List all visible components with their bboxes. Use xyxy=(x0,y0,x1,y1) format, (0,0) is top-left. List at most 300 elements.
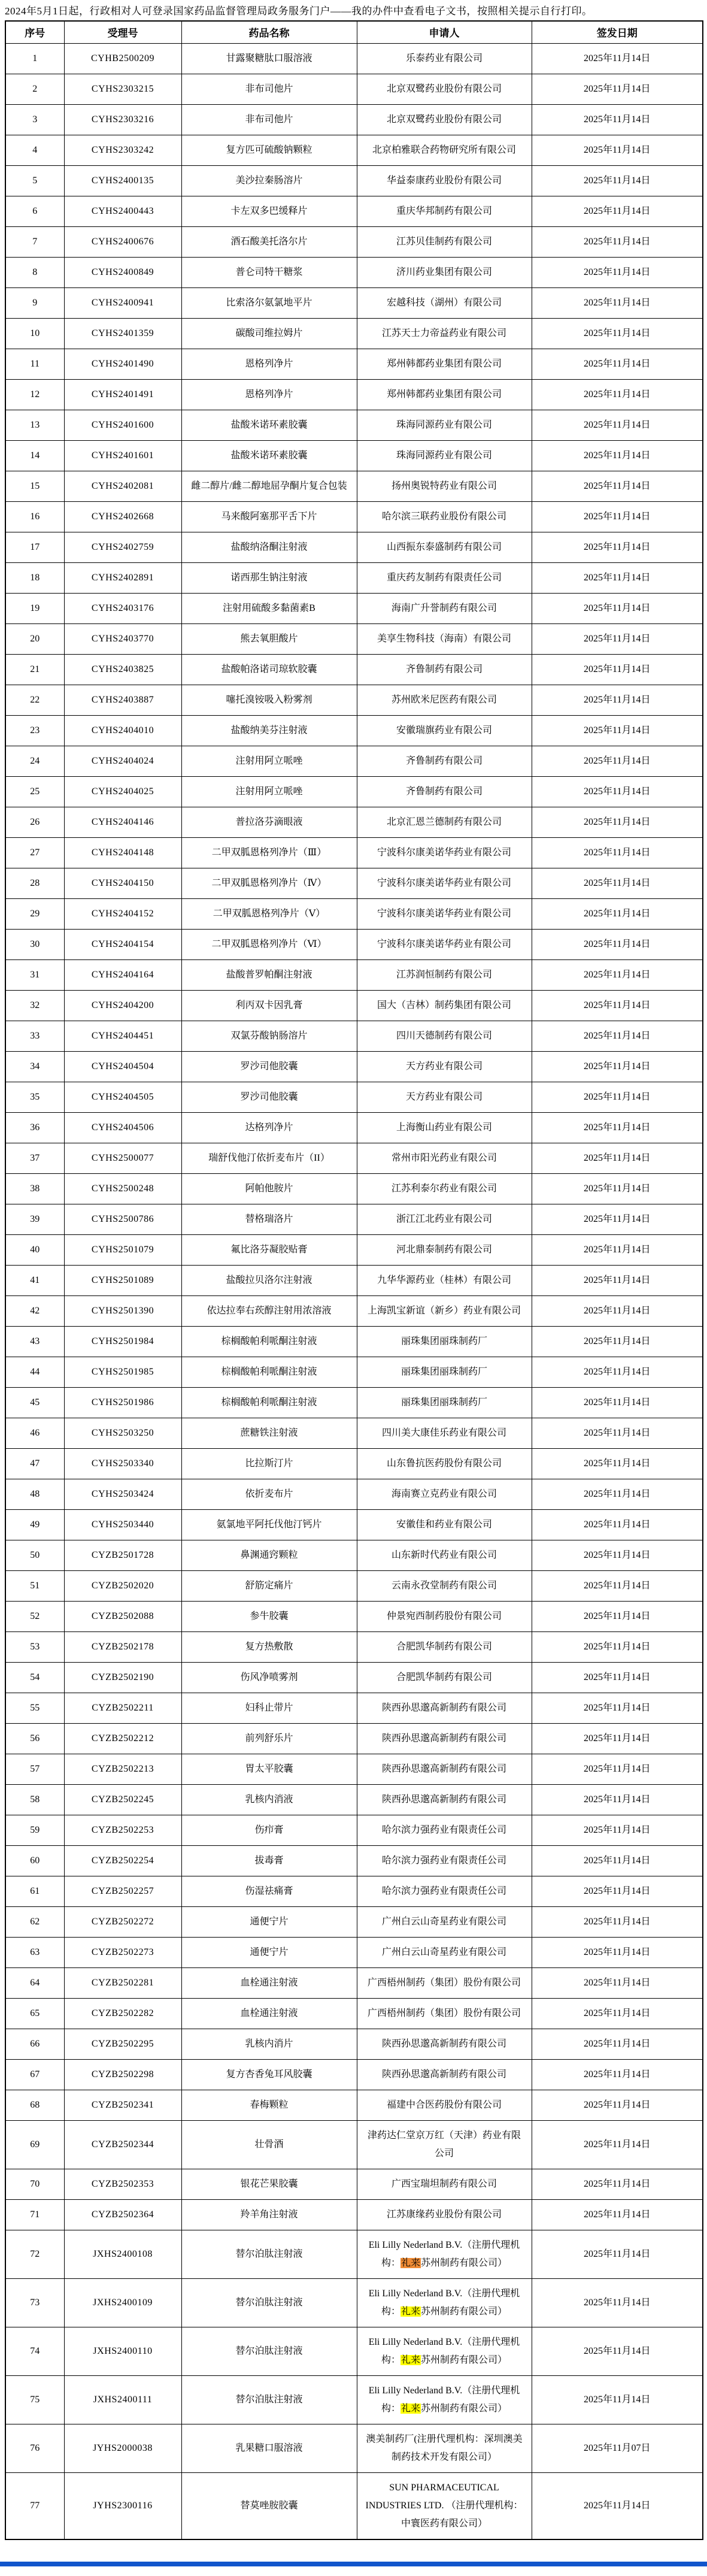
cell-applicant: 江苏润恒制药有限公司 xyxy=(357,959,532,990)
cell-applicant: 陕西孙思邈高新制药有限公司 xyxy=(357,1723,532,1754)
cell-acceptance-no: CYHB2500209 xyxy=(64,43,181,74)
table-row xyxy=(5,1906,703,1937)
table-row xyxy=(5,1845,703,1876)
cell-drug-name: 氟比洛芬凝胶贴膏 xyxy=(181,1234,357,1265)
table-row xyxy=(5,1265,703,1295)
cell-applicant: 丽珠集团丽珠制药厂 xyxy=(357,1326,532,1357)
cell-acceptance-no: CYHS2402759 xyxy=(64,532,181,562)
cell-index: 40 xyxy=(5,1234,64,1265)
cell-index: 7 xyxy=(5,226,64,257)
cell-issue-date: 2025年11月14日 xyxy=(532,196,703,226)
cell-drug-name: 乳核内消液 xyxy=(181,1784,357,1815)
table-row xyxy=(5,929,703,959)
cell-issue-date: 2025年11月14日 xyxy=(532,226,703,257)
table-row xyxy=(5,1540,703,1570)
cell-issue-date: 2025年11月14日 xyxy=(532,562,703,593)
cell-applicant: 广西宝瑞坦制药有限公司 xyxy=(357,2169,532,2199)
table-row xyxy=(5,562,703,593)
cell-drug-name: 二甲双胍恩格列净片（Ⅵ） xyxy=(181,929,357,959)
cell-applicant: 四川美大康佳乐药业有限公司 xyxy=(357,1418,532,1448)
table-row xyxy=(5,2327,703,2375)
cell-drug-name: 利丙双卡因乳膏 xyxy=(181,990,357,1021)
cell-applicant: 宏越科技（湖州）有限公司 xyxy=(357,287,532,318)
cell-drug-name: 替尔泊肽注射液 xyxy=(181,2230,357,2278)
table-row xyxy=(5,837,703,868)
table-row xyxy=(5,1601,703,1631)
table-row xyxy=(5,807,703,837)
cell-issue-date: 2025年11月14日 xyxy=(532,1876,703,1906)
cell-acceptance-no: CYZB2502272 xyxy=(64,1906,181,1937)
cell-drug-name: 血栓通注射液 xyxy=(181,1998,357,2029)
cell-index: 53 xyxy=(5,1631,64,1662)
cell-issue-date: 2025年11月14日 xyxy=(532,1082,703,1112)
cell-applicant: 山东新时代药业有限公司 xyxy=(357,1540,532,1570)
cell-index: 60 xyxy=(5,1845,64,1876)
cell-issue-date: 2025年11月14日 xyxy=(532,318,703,349)
cell-acceptance-no: JYHS2300116 xyxy=(64,2472,181,2539)
cell-applicant: 宁波科尔康美诺华药业有限公司 xyxy=(357,868,532,898)
highlight-text: 礼来 xyxy=(400,2403,420,2414)
cell-drug-name: 比索洛尔氨氯地平片 xyxy=(181,287,357,318)
cell-issue-date: 2025年11月14日 xyxy=(532,1234,703,1265)
cell-drug-name: 替格瑞洛片 xyxy=(181,1204,357,1234)
cell-acceptance-no: CYHS2404504 xyxy=(64,1051,181,1082)
cell-applicant: 广西梧州制药（集团）股份有限公司 xyxy=(357,1967,532,1998)
cell-index: 17 xyxy=(5,532,64,562)
cell-drug-name: 二甲双胍恩格列净片（Ⅴ） xyxy=(181,898,357,929)
cell-issue-date: 2025年11月14日 xyxy=(532,837,703,868)
cell-acceptance-no: CYZB2502282 xyxy=(64,1998,181,2029)
table-row xyxy=(5,2199,703,2230)
cell-applicant: Eli Lilly Nederland B.V.（注册代理机构：礼来苏州制药有限公司） xyxy=(357,2230,532,2278)
cell-index: 25 xyxy=(5,776,64,807)
cell-acceptance-no: CYZB2502273 xyxy=(64,1937,181,1967)
cell-acceptance-no: CYZB2502344 xyxy=(64,2120,181,2169)
cell-acceptance-no: CYHS2400135 xyxy=(64,165,181,196)
cell-issue-date: 2025年11月14日 xyxy=(532,2120,703,2169)
cell-acceptance-no: CYHS2303242 xyxy=(64,135,181,165)
cell-acceptance-no: CYHS2503340 xyxy=(64,1448,181,1479)
cell-acceptance-no: CYZB2502245 xyxy=(64,1784,181,1815)
cell-acceptance-no: JXHS2400110 xyxy=(64,2327,181,2375)
cell-issue-date: 2025年11月14日 xyxy=(532,1815,703,1845)
cell-drug-name: 血栓通注射液 xyxy=(181,1967,357,1998)
table-row xyxy=(5,1234,703,1265)
cell-acceptance-no: CYHS2404506 xyxy=(64,1112,181,1143)
cell-index: 72 xyxy=(5,2230,64,2278)
cell-issue-date: 2025年11月14日 xyxy=(532,1998,703,2029)
cell-acceptance-no: CYHS2401491 xyxy=(64,379,181,410)
table-row xyxy=(5,501,703,532)
table-row xyxy=(5,685,703,715)
cell-applicant: 宁波科尔康美诺华药业有限公司 xyxy=(357,898,532,929)
cell-issue-date: 2025年11月14日 xyxy=(532,104,703,135)
cell-issue-date: 2025年11月14日 xyxy=(532,1631,703,1662)
cell-index: 10 xyxy=(5,318,64,349)
cell-drug-name: 伤风净喷雾剂 xyxy=(181,1662,357,1693)
cell-drug-name: 盐酸米诺环素胶囊 xyxy=(181,440,357,471)
cell-issue-date: 2025年11月14日 xyxy=(532,532,703,562)
cell-applicant: 江苏利泰尔药业有限公司 xyxy=(357,1173,532,1204)
cell-applicant: 山西振东泰盛制药有限公司 xyxy=(357,532,532,562)
table-row xyxy=(5,990,703,1021)
cell-applicant: Eli Lilly Nederland B.V.（注册代理机构：礼来苏州制药有限公司） xyxy=(357,2278,532,2327)
cell-applicant: 重庆药友制药有限责任公司 xyxy=(357,562,532,593)
cell-issue-date: 2025年11月07日 xyxy=(532,2424,703,2472)
cell-acceptance-no: CYZB2502281 xyxy=(64,1967,181,1998)
cell-issue-date: 2025年11月14日 xyxy=(532,1601,703,1631)
table-row xyxy=(5,959,703,990)
table-row xyxy=(5,287,703,318)
cell-index: 21 xyxy=(5,654,64,685)
table-row xyxy=(5,1723,703,1754)
table-row xyxy=(5,593,703,623)
cell-index: 11 xyxy=(5,349,64,379)
table-row xyxy=(5,1448,703,1479)
table-row xyxy=(5,1051,703,1082)
cell-issue-date: 2025年11月14日 xyxy=(532,1112,703,1143)
cell-acceptance-no: CYHS2501390 xyxy=(64,1295,181,1326)
table-row xyxy=(5,2169,703,2199)
cell-issue-date: 2025年11月14日 xyxy=(532,2375,703,2424)
cell-acceptance-no: CYHS2404451 xyxy=(64,1021,181,1051)
cell-issue-date: 2025年11月14日 xyxy=(532,2278,703,2327)
cell-acceptance-no: CYZB2502364 xyxy=(64,2199,181,2230)
cell-issue-date: 2025年11月14日 xyxy=(532,379,703,410)
cell-acceptance-no: CYZB2502212 xyxy=(64,1723,181,1754)
cell-issue-date: 2025年11月14日 xyxy=(532,1693,703,1723)
cell-index: 47 xyxy=(5,1448,64,1479)
cell-applicant: 陕西孙思邈高新制药有限公司 xyxy=(357,1784,532,1815)
cell-drug-name: 马来酸阿塞那平舌下片 xyxy=(181,501,357,532)
cell-index: 15 xyxy=(5,471,64,501)
cell-acceptance-no: CYHS2402891 xyxy=(64,562,181,593)
cell-index: 44 xyxy=(5,1357,64,1387)
cell-acceptance-no: CYHS2501089 xyxy=(64,1265,181,1295)
cell-index: 34 xyxy=(5,1051,64,1082)
cell-acceptance-no: JXHS2400108 xyxy=(64,2230,181,2278)
table-row xyxy=(5,1509,703,1540)
cell-issue-date: 2025年11月14日 xyxy=(532,43,703,74)
cell-acceptance-no: CYHS2403176 xyxy=(64,593,181,623)
cell-drug-name: 盐酸普罗帕酮注射液 xyxy=(181,959,357,990)
cell-issue-date: 2025年11月14日 xyxy=(532,1387,703,1418)
cell-applicant: 国大（吉林）制药集团有限公司 xyxy=(357,990,532,1021)
cell-issue-date: 2025年11月14日 xyxy=(532,1204,703,1234)
cell-drug-name: 瑞舒伐他汀依折麦布片（II） xyxy=(181,1143,357,1173)
cell-applicant: 安徽佳和药业有限公司 xyxy=(357,1509,532,1540)
cell-acceptance-no: CYHS2500248 xyxy=(64,1173,181,1204)
cell-applicant: 澳美制药厂(注册代理机构：深圳澳美制药技术开发有限公司） xyxy=(357,2424,532,2472)
cell-acceptance-no: CYHS2404148 xyxy=(64,837,181,868)
cell-acceptance-no: CYHS2503250 xyxy=(64,1418,181,1448)
cell-acceptance-no: CYHS2404010 xyxy=(64,715,181,746)
cell-drug-name: 依达拉奉右莰醇注射用浓溶液 xyxy=(181,1295,357,1326)
cell-drug-name: 熊去氧胆酸片 xyxy=(181,623,357,654)
table-row xyxy=(5,2424,703,2472)
cell-drug-name: 注射用阿立哌唑 xyxy=(181,746,357,776)
cell-drug-name: 复方热敷散 xyxy=(181,1631,357,1662)
cell-index: 31 xyxy=(5,959,64,990)
cell-issue-date: 2025年11月14日 xyxy=(532,868,703,898)
cell-acceptance-no: CYZB2502088 xyxy=(64,1601,181,1631)
cell-applicant: 济川药业集团有限公司 xyxy=(357,257,532,287)
cell-acceptance-no: CYHS2404152 xyxy=(64,898,181,929)
cell-applicant: 珠海同源药业有限公司 xyxy=(357,440,532,471)
cell-index: 65 xyxy=(5,1998,64,2029)
cell-issue-date: 2025年11月14日 xyxy=(532,1906,703,1937)
table-row xyxy=(5,196,703,226)
cell-drug-name: 替莫唑胺胶囊 xyxy=(181,2472,357,2539)
cell-drug-name: 壮骨酒 xyxy=(181,2120,357,2169)
cell-acceptance-no: CYHS2404025 xyxy=(64,776,181,807)
cell-issue-date: 2025年11月14日 xyxy=(532,2029,703,2059)
cell-applicant: 合肥凯华制药有限公司 xyxy=(357,1662,532,1693)
cell-drug-name: 二甲双胍恩格列净片（Ⅳ） xyxy=(181,868,357,898)
cell-applicant: 海南赛立克药业有限公司 xyxy=(357,1479,532,1509)
cell-issue-date: 2025年11月14日 xyxy=(532,623,703,654)
cell-issue-date: 2025年11月14日 xyxy=(532,2230,703,2278)
cell-drug-name: 恩格列净片 xyxy=(181,379,357,410)
cell-drug-name: 罗沙司他胶囊 xyxy=(181,1051,357,1082)
cell-acceptance-no: CYHS2403825 xyxy=(64,654,181,685)
cell-acceptance-no: CYZB2502254 xyxy=(64,1845,181,1876)
cell-applicant: 哈尔滨力强药业有限责任公司 xyxy=(357,1845,532,1876)
cell-acceptance-no: CYHS2403887 xyxy=(64,685,181,715)
cell-drug-name: 罗沙司他胶囊 xyxy=(181,1082,357,1112)
cell-index: 67 xyxy=(5,2059,64,2090)
cell-acceptance-no: CYZB2501728 xyxy=(64,1540,181,1570)
cell-issue-date: 2025年11月14日 xyxy=(532,1754,703,1784)
cell-applicant: 哈尔滨三联药业股份有限公司 xyxy=(357,501,532,532)
cell-acceptance-no: CYHS2400443 xyxy=(64,196,181,226)
cell-index: 62 xyxy=(5,1906,64,1937)
cell-issue-date: 2025年11月14日 xyxy=(532,1845,703,1876)
cell-issue-date: 2025年11月14日 xyxy=(532,1357,703,1387)
table-row xyxy=(5,1815,703,1845)
cell-issue-date: 2025年11月14日 xyxy=(532,1937,703,1967)
cell-index: 3 xyxy=(5,104,64,135)
cell-acceptance-no: CYZB2502213 xyxy=(64,1754,181,1784)
highlight-text: 礼来 xyxy=(400,2354,420,2365)
cell-drug-name: 前列舒乐片 xyxy=(181,1723,357,1754)
table-row xyxy=(5,257,703,287)
cell-index: 70 xyxy=(5,2169,64,2199)
cell-issue-date: 2025年11月14日 xyxy=(532,165,703,196)
cell-drug-name: 银花芒果胶囊 xyxy=(181,2169,357,2199)
cell-issue-date: 2025年11月14日 xyxy=(532,287,703,318)
cell-drug-name: 阿帕他胺片 xyxy=(181,1173,357,1204)
cell-index: 58 xyxy=(5,1784,64,1815)
table-row xyxy=(5,1693,703,1723)
cell-applicant: 常州市阳光药业有限公司 xyxy=(357,1143,532,1173)
table-header xyxy=(5,21,703,44)
cell-drug-name: 恩格列净片 xyxy=(181,349,357,379)
cell-drug-name: 盐酸拉贝洛尔注射液 xyxy=(181,1265,357,1295)
cell-applicant: 郑州韩都药业集团有限公司 xyxy=(357,349,532,379)
cell-drug-name: 注射用阿立哌唑 xyxy=(181,776,357,807)
table-row xyxy=(5,1326,703,1357)
cell-drug-name: 盐酸纳美芬注射液 xyxy=(181,715,357,746)
cell-index: 20 xyxy=(5,623,64,654)
cell-drug-name: 碳酸司维拉姆片 xyxy=(181,318,357,349)
cell-acceptance-no: CYHS2500077 xyxy=(64,1143,181,1173)
cell-acceptance-no: CYHS2401601 xyxy=(64,440,181,471)
cell-index: 24 xyxy=(5,746,64,776)
cell-issue-date: 2025年11月14日 xyxy=(532,929,703,959)
cell-acceptance-no: JXHS2400109 xyxy=(64,2278,181,2327)
cell-index: 66 xyxy=(5,2029,64,2059)
cell-drug-name: 棕榈酸帕利哌酮注射液 xyxy=(181,1326,357,1357)
cell-issue-date: 2025年11月14日 xyxy=(532,471,703,501)
table-row xyxy=(5,1998,703,2029)
table-row xyxy=(5,715,703,746)
cell-issue-date: 2025年11月14日 xyxy=(532,1021,703,1051)
documents-table xyxy=(5,20,703,2540)
highlight-text: 礼来 xyxy=(400,2257,420,2268)
cell-issue-date: 2025年11月14日 xyxy=(532,2327,703,2375)
cell-drug-name: 棕榈酸帕利哌酮注射液 xyxy=(181,1357,357,1387)
highlight-text: 礼来 xyxy=(400,2306,420,2317)
cell-issue-date: 2025年11月14日 xyxy=(532,776,703,807)
cell-drug-name: 参牛胶囊 xyxy=(181,1601,357,1631)
table-row xyxy=(5,1876,703,1906)
cell-issue-date: 2025年11月14日 xyxy=(532,1967,703,1998)
cell-issue-date: 2025年11月14日 xyxy=(532,807,703,837)
cell-issue-date: 2025年11月14日 xyxy=(532,440,703,471)
cell-index: 36 xyxy=(5,1112,64,1143)
cell-applicant: 宁波科尔康美诺华药业有限公司 xyxy=(357,929,532,959)
table-row xyxy=(5,2059,703,2090)
col-header-acceptance-no: 受理号 xyxy=(64,21,181,44)
table-row xyxy=(5,1967,703,1998)
cell-index: 75 xyxy=(5,2375,64,2424)
table-header-row xyxy=(5,21,703,44)
cell-applicant: 九华华源药业（桂林）有限公司 xyxy=(357,1265,532,1295)
cell-applicant: 山东鲁抗医药股份有限公司 xyxy=(357,1448,532,1479)
cell-drug-name: 复方匹可硫酸钠颗粒 xyxy=(181,135,357,165)
cell-index: 8 xyxy=(5,257,64,287)
cell-drug-name: 乳核内消片 xyxy=(181,2029,357,2059)
cell-index: 46 xyxy=(5,1418,64,1448)
cell-acceptance-no: CYZB2502253 xyxy=(64,1815,181,1845)
cell-index: 57 xyxy=(5,1754,64,1784)
cell-issue-date: 2025年11月14日 xyxy=(532,1295,703,1326)
cell-drug-name: 乳果糖口服溶液 xyxy=(181,2424,357,2472)
cell-applicant: 乐泰药业有限公司 xyxy=(357,43,532,74)
table-row xyxy=(5,1418,703,1448)
cell-index: 68 xyxy=(5,2090,64,2120)
cell-acceptance-no: CYHS2501984 xyxy=(64,1326,181,1357)
cell-index: 22 xyxy=(5,685,64,715)
cell-index: 77 xyxy=(5,2472,64,2539)
cell-issue-date: 2025年11月14日 xyxy=(532,1326,703,1357)
table-row xyxy=(5,1479,703,1509)
cell-index: 14 xyxy=(5,440,64,471)
col-header-index: 序号 xyxy=(5,21,64,44)
cell-index: 51 xyxy=(5,1570,64,1601)
cell-applicant: 陕西孙思邈高新制药有限公司 xyxy=(357,1754,532,1784)
cell-acceptance-no: CYHS2501079 xyxy=(64,1234,181,1265)
cell-issue-date: 2025年11月14日 xyxy=(532,990,703,1021)
cell-applicant: 上海衡山药业有限公司 xyxy=(357,1112,532,1143)
cell-drug-name: 春梅颗粒 xyxy=(181,2090,357,2120)
cell-drug-name: 雌二醇片/雌二醇地屈孕酮片复合包装 xyxy=(181,471,357,501)
cell-applicant: 海南广升誉制药有限公司 xyxy=(357,593,532,623)
cell-issue-date: 2025年11月14日 xyxy=(532,1173,703,1204)
cell-acceptance-no: CYZB2502257 xyxy=(64,1876,181,1906)
cell-index: 32 xyxy=(5,990,64,1021)
table-row xyxy=(5,1021,703,1051)
table-row xyxy=(5,1295,703,1326)
table-row xyxy=(5,654,703,685)
cell-acceptance-no: CYHS2401490 xyxy=(64,349,181,379)
cell-applicant: 云南永孜堂制药有限公司 xyxy=(357,1570,532,1601)
table-row xyxy=(5,2120,703,2169)
cell-issue-date: 2025年11月14日 xyxy=(532,1540,703,1570)
cell-applicant: 上海凯宝新谊（新乡）药业有限公司 xyxy=(357,1295,532,1326)
cell-index: 29 xyxy=(5,898,64,929)
cell-issue-date: 2025年11月14日 xyxy=(532,1143,703,1173)
table-row xyxy=(5,135,703,165)
cell-acceptance-no: CYHS2402668 xyxy=(64,501,181,532)
cell-acceptance-no: CYHS2303215 xyxy=(64,74,181,104)
cell-index: 6 xyxy=(5,196,64,226)
table-row xyxy=(5,2230,703,2278)
cell-applicant: 北京柏雅联合药物研究所有限公司 xyxy=(357,135,532,165)
table-row xyxy=(5,1357,703,1387)
cell-drug-name: 棕榈酸帕利哌酮注射液 xyxy=(181,1387,357,1418)
cell-acceptance-no: CYZB2502190 xyxy=(64,1662,181,1693)
cell-applicant: 浙江江北药业有限公司 xyxy=(357,1204,532,1234)
cell-applicant: 江苏贝佳制药有限公司 xyxy=(357,226,532,257)
cell-issue-date: 2025年11月14日 xyxy=(532,1662,703,1693)
cell-index: 69 xyxy=(5,2120,64,2169)
cell-applicant: 广州白云山奇星药业有限公司 xyxy=(357,1906,532,1937)
cell-drug-name: 盐酸纳洛酮注射液 xyxy=(181,532,357,562)
cell-index: 5 xyxy=(5,165,64,196)
cell-acceptance-no: CYZB2502020 xyxy=(64,1570,181,1601)
bottom-divider xyxy=(0,2562,707,2566)
table-row xyxy=(5,74,703,104)
cell-issue-date: 2025年11月14日 xyxy=(532,1448,703,1479)
cell-issue-date: 2025年11月14日 xyxy=(532,74,703,104)
cell-acceptance-no: CYHS2404150 xyxy=(64,868,181,898)
cell-index: 61 xyxy=(5,1876,64,1906)
table-row xyxy=(5,318,703,349)
cell-applicant: Eli Lilly Nederland B.V.（注册代理机构：礼来苏州制药有限公司） xyxy=(357,2327,532,2375)
table-row xyxy=(5,2029,703,2059)
table-row xyxy=(5,623,703,654)
cell-drug-name: 伤疖膏 xyxy=(181,1815,357,1845)
cell-applicant: 津药达仁堂京万红（天津）药业有限公司 xyxy=(357,2120,532,2169)
cell-index: 23 xyxy=(5,715,64,746)
cell-drug-name: 舒筋定痛片 xyxy=(181,1570,357,1601)
cell-index: 28 xyxy=(5,868,64,898)
cell-issue-date: 2025年11月14日 xyxy=(532,1509,703,1540)
cell-index: 12 xyxy=(5,379,64,410)
table-row xyxy=(5,2375,703,2424)
cell-applicant: 珠海同源药业有限公司 xyxy=(357,410,532,440)
cell-applicant: 齐鲁制药有限公司 xyxy=(357,746,532,776)
table-row xyxy=(5,379,703,410)
cell-applicant: 重庆华邦制药有限公司 xyxy=(357,196,532,226)
cell-drug-name: 比拉斯汀片 xyxy=(181,1448,357,1479)
cell-acceptance-no: CYZB2502211 xyxy=(64,1693,181,1723)
cell-issue-date: 2025年11月14日 xyxy=(532,1051,703,1082)
cell-issue-date: 2025年11月14日 xyxy=(532,2472,703,2539)
col-header-drug-name: 药品名称 xyxy=(181,21,357,44)
